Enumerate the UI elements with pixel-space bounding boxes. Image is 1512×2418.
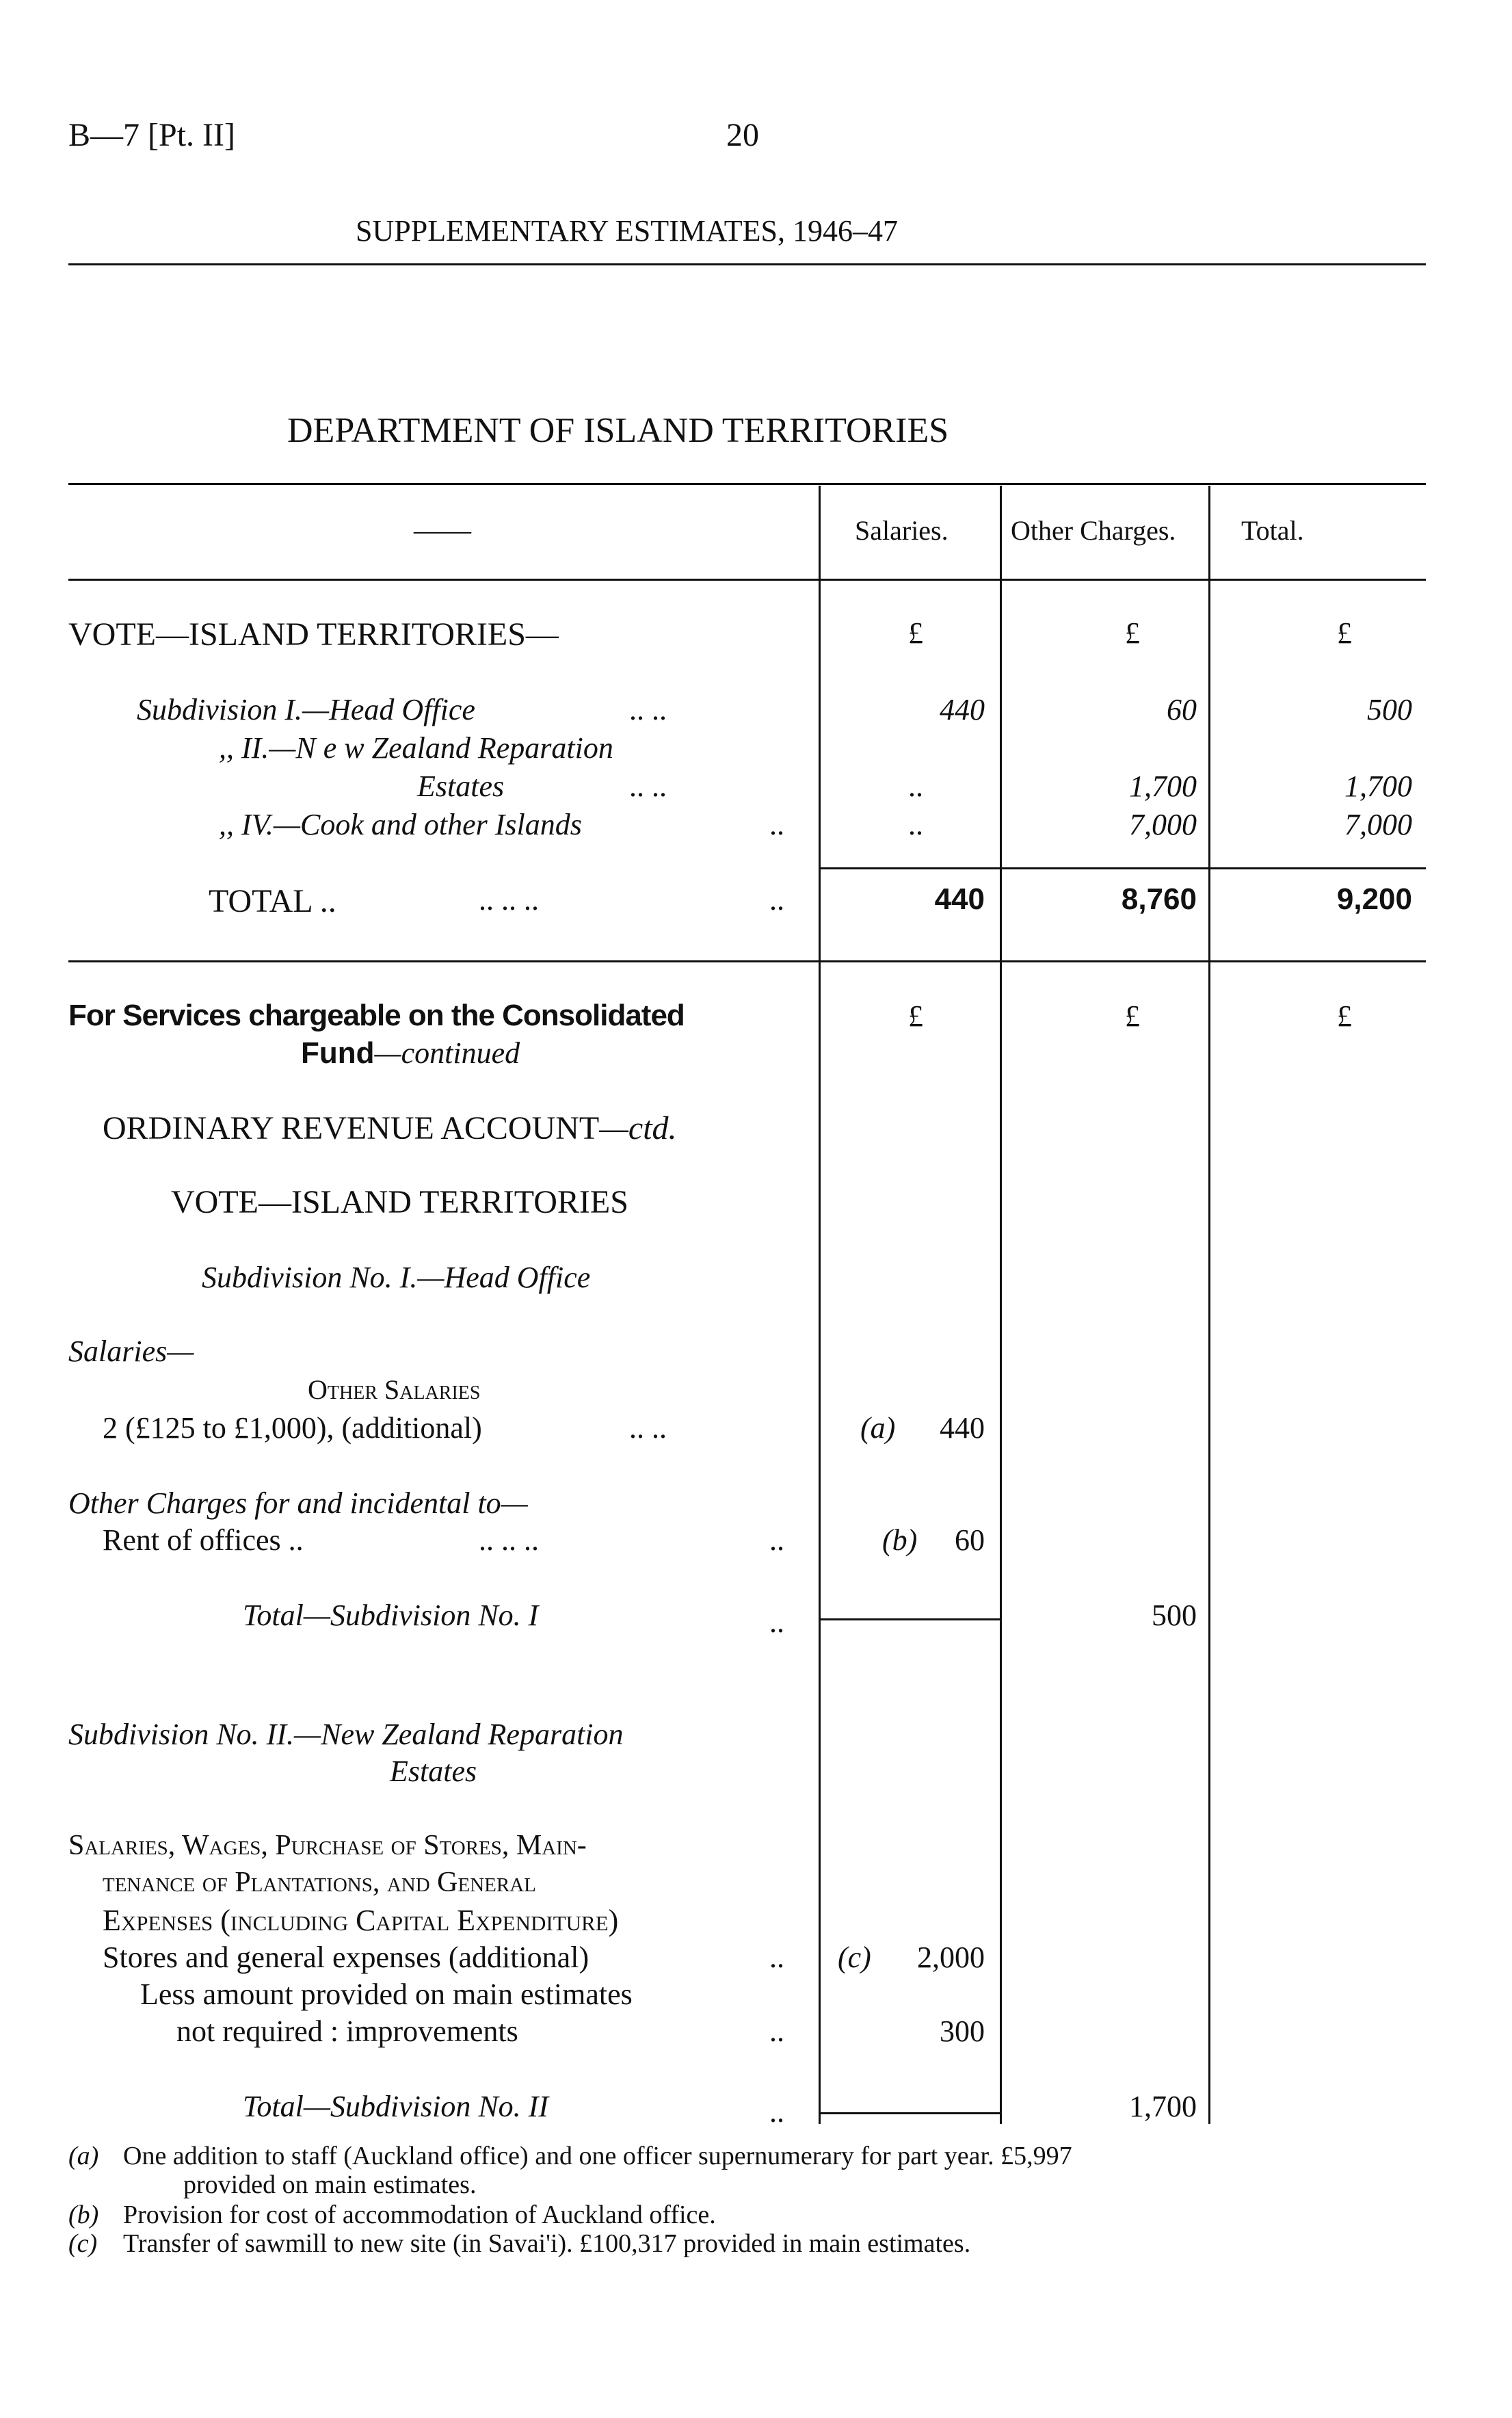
summary-row-head-office-other: 60 — [1167, 693, 1197, 726]
sub2-line-stores-amount: 2,000 — [917, 1941, 985, 1974]
summary-total-label: TOTAL .. — [209, 883, 336, 919]
sub1-line-rent-leaders: .. .. .. — [479, 1523, 539, 1557]
footnote-a-text-line1: One addition to staff (Auckland office) and one officer supernumerary for part year. £5,997 — [123, 2142, 1072, 2170]
detail-currency-salaries: £ — [908, 999, 923, 1033]
summary-total-leaders: .. .. .. — [479, 883, 539, 917]
sub1-other-salaries-label: Other Salaries — [308, 1374, 481, 1405]
summary-row-reparation-label-line2: Estates — [417, 770, 505, 803]
summary-row-head-office-leaders: .. .. — [629, 693, 667, 726]
summary-row-cook-islands-other: 7,000 — [1129, 808, 1197, 841]
summary-row-cook-islands-total: 7,000 — [1344, 808, 1412, 841]
sub1-total-rule — [821, 1618, 1000, 1620]
sub1-total-leaders: .. — [769, 1605, 784, 1639]
summary-row-head-office-label: Subdivision I.—Head Office — [137, 693, 475, 726]
department-title: DEPARTMENT OF ISLAND TERRITORIES — [287, 411, 949, 450]
header-rule — [68, 263, 1426, 265]
summary-vote-title: VOTE—ISLAND TERRITORIES— — [68, 616, 559, 653]
summary-currency-salaries: £ — [908, 616, 923, 650]
column-head-salaries: Salaries. — [855, 515, 949, 546]
sub2-line-less-leaders: .. — [769, 2014, 784, 2048]
sub1-heading: Subdivision No. I.—Head Office — [202, 1261, 591, 1294]
sub1-line-rent-leaders-end: .. — [769, 1523, 784, 1557]
sub2-line-stores-note: (c) — [838, 1941, 871, 1974]
detail-vote-heading: VOTE—ISLAND TERRITORIES — [171, 1184, 628, 1220]
sub2-desc-line2: tenance of Plantations, and General — [103, 1867, 536, 1898]
sub2-line-stores: Stores and general expenses (additional) — [103, 1941, 589, 1974]
sub2-total-leaders: .. — [769, 2095, 784, 2129]
sub1-salaries-label: Salaries— — [68, 1335, 194, 1368]
summary-total-other: 8,760 — [1121, 882, 1197, 916]
column-head-blank: —— — [414, 515, 471, 547]
footnote-a-text-line2: provided on main estimates. — [183, 2170, 477, 2199]
summary-row-reparation-salaries: .. — [908, 770, 923, 803]
summary-row-reparation-leaders: .. .. — [629, 770, 667, 803]
sub1-line-staff-amount: 440 — [940, 1411, 985, 1445]
table-head-rule — [68, 579, 1426, 581]
footnote-c-mark: (c) — [68, 2229, 98, 2258]
detail-rule-total-left — [1208, 961, 1210, 2124]
account-heading-ctd: —ctd. — [599, 1110, 677, 1146]
sub2-heading-line2: Estates — [390, 1755, 477, 1788]
footnote-b-text-line1: Provision for cost of accommodation of Auckland office. — [123, 2200, 716, 2229]
column-head-total: Total. — [1241, 515, 1304, 546]
services-heading-continued: —continued — [374, 1036, 520, 1070]
sub2-total-rule — [821, 2112, 1000, 2114]
sub2-heading-line1: Subdivision No. II.—New Zealand Reparation — [68, 1718, 624, 1751]
table-top-rule — [68, 483, 1426, 485]
sub1-total-amount: 500 — [1152, 1599, 1197, 1632]
sub2-total-amount: 1,700 — [1129, 2090, 1197, 2123]
sub2-total-label: Total—Subdivision No. II — [243, 2090, 548, 2123]
sub2-desc-line3: Expenses (including Capital Expenditure) — [103, 1904, 619, 1937]
sub1-other-charges-label: Other Charges for and incidental to— — [68, 1486, 528, 1520]
sub2-line-less-1: Less amount provided on main estimates — [140, 1977, 633, 2011]
sub1-line-rent-amount: 60 — [955, 1523, 985, 1557]
sub1-line-rent: Rent of offices .. — [103, 1523, 304, 1557]
services-heading-line1: For Services chargeable on the Consolidated — [68, 999, 685, 1032]
footnote-a-mark: (a) — [68, 2142, 99, 2170]
sub1-line-staff: 2 (£125 to £1,000), (additional) — [103, 1411, 482, 1445]
summary-row-reparation-other: 1,700 — [1129, 770, 1197, 803]
sub2-line-stores-leaders: .. — [769, 1941, 784, 1974]
summary-bottom-rule — [68, 960, 1426, 962]
summary-row-reparation-total: 1,700 — [1344, 770, 1412, 803]
summary-row-head-office-salaries: 440 — [940, 693, 985, 726]
sub1-line-staff-note: (a) — [860, 1411, 896, 1445]
sub1-total-label: Total—Subdivision No. I — [243, 1599, 539, 1632]
summary-currency-other: £ — [1125, 616, 1140, 650]
sub2-line-less-2: not required : improvements — [176, 2014, 518, 2048]
detail-rule-salaries-left — [819, 961, 821, 2124]
document-reference: B—7 [Pt. II] — [68, 117, 235, 153]
account-heading — [103, 1109, 677, 1147]
column-head-other-charges: Other Charges. — [1011, 515, 1176, 546]
summary-row-cook-islands-label: ,, IV.—Cook and other Islands — [219, 808, 582, 841]
account-heading-main: ORDINARY REVENUE ACCOUNT — [103, 1110, 600, 1146]
summary-row-cook-islands-salaries: .. — [908, 808, 923, 841]
footnote-b-mark: (b) — [68, 2200, 99, 2229]
sub2-line-less-amount: 300 — [940, 2014, 985, 2048]
summary-row-cook-islands-leaders: .. — [769, 808, 784, 841]
services-heading-fund: Fund — [301, 1036, 375, 1070]
detail-currency-other: £ — [1125, 999, 1140, 1033]
summary-currency-total: £ — [1337, 616, 1352, 650]
detail-currency-total: £ — [1337, 999, 1352, 1033]
footnote-c-text-line1: Transfer of sawmill to new site (in Savai'i). £100,317 provided in main estimates. — [123, 2229, 971, 2258]
sub1-line-staff-leaders: .. .. — [629, 1411, 667, 1445]
summary-total-salaries: 440 — [934, 882, 985, 916]
services-heading-line2 — [301, 1036, 520, 1070]
summary-row-reparation-label-line1: ,, II.—N e w Zealand Reparation — [219, 731, 613, 765]
sub1-line-rent-note: (b) — [882, 1523, 918, 1557]
detail-rule-other-left — [1000, 961, 1002, 2124]
summary-total-leaders-end: .. — [769, 883, 784, 917]
sub2-desc-line1: Salaries, Wages, Purchase of Stores, Main- — [68, 1830, 587, 1861]
running-title: SUPPLEMENTARY ESTIMATES, 1946–47 — [356, 214, 899, 248]
summary-total-rule — [821, 867, 1426, 869]
page-number: 20 — [726, 117, 759, 153]
summary-total-total: 9,200 — [1336, 882, 1412, 916]
summary-row-head-office-total: 500 — [1367, 693, 1412, 726]
